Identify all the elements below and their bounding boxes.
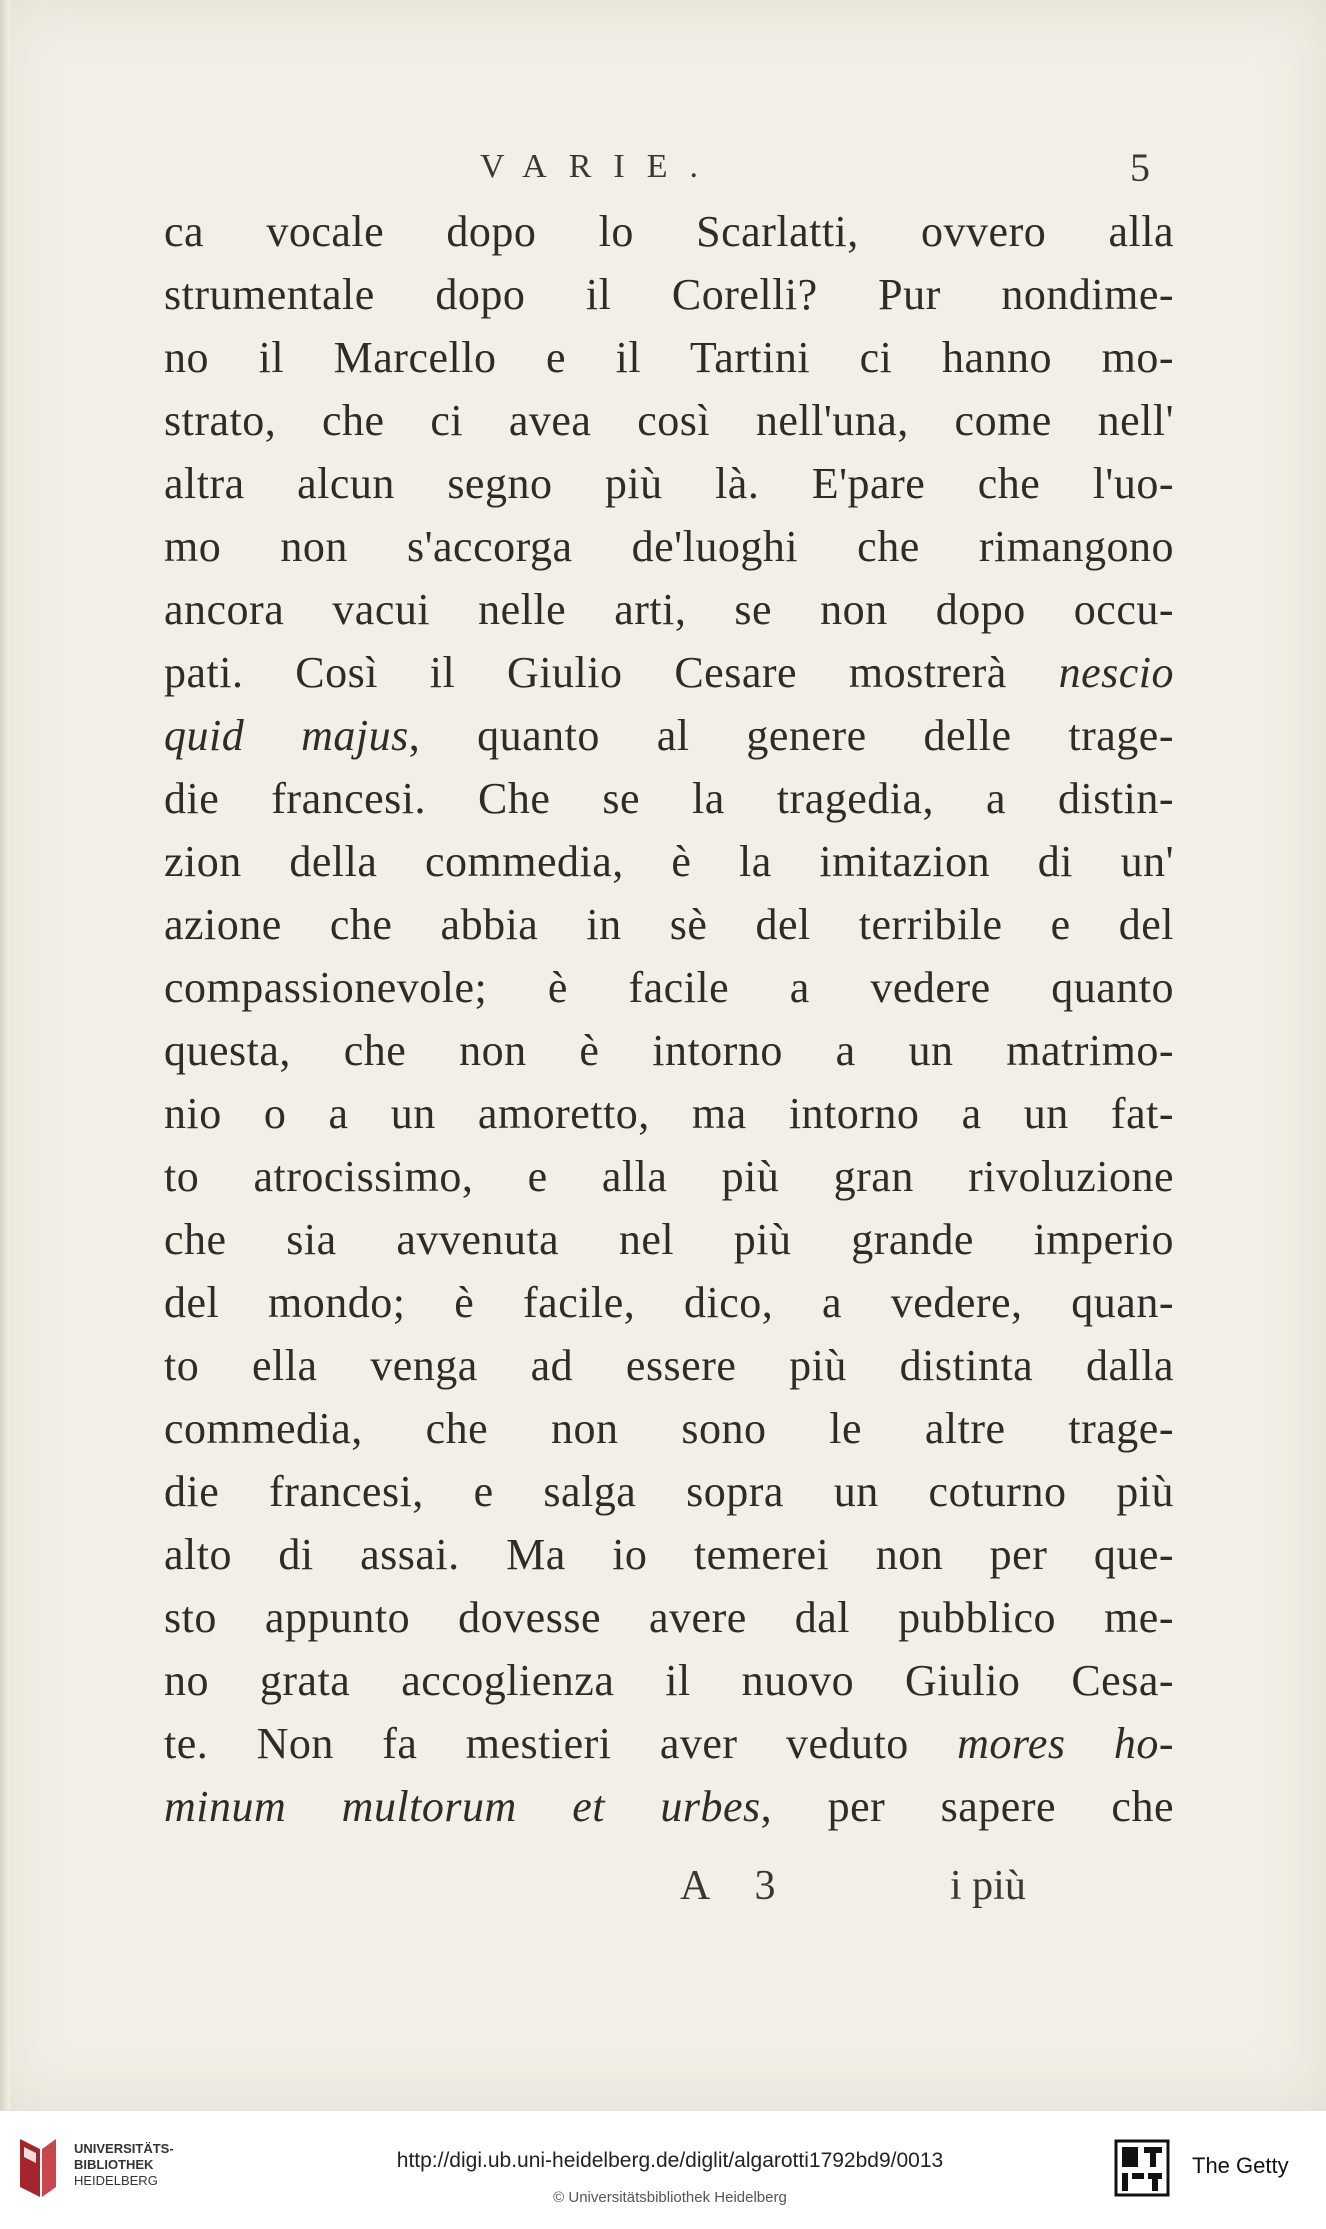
text-span: del mondo; è facile, dico, a vedere, quan- — [164, 1278, 1174, 1327]
partner-name: The Getty — [1192, 2153, 1289, 2178]
text-line — [164, 1649, 1174, 1712]
text-span: ca vocale dopo lo Scarlatti, ovvero alla — [164, 207, 1174, 256]
body-text — [164, 200, 1174, 1838]
text-line — [164, 1523, 1174, 1586]
text-line — [164, 515, 1174, 578]
text-span: die francesi, e salga sopra un coturno più — [164, 1467, 1174, 1516]
text-line — [164, 200, 1174, 263]
text-span: altra alcun segno più là. E'pare che l'uo- — [164, 459, 1174, 508]
text-line — [164, 1082, 1174, 1145]
permalink-url[interactable]: http://digi.ub.uni-heidelberg.de/diglit/algarotti1792bd9/0013 — [396, 2149, 944, 2172]
text-line — [164, 641, 1174, 704]
getty-logo-icon — [1114, 2139, 1170, 2197]
text-span: mo non s'accorga de'luoghi che rimangono — [164, 522, 1174, 571]
text-line — [164, 1271, 1174, 1334]
text-line — [164, 1775, 1174, 1838]
text-span: to ella venga ad essere più distinta dalla — [164, 1341, 1174, 1390]
text-span: commedia, che non sono le altre trage- — [164, 1404, 1174, 1453]
text-span: azione che abbia in sè del terribile e del — [164, 900, 1174, 949]
text-span: to atrocissimo, e alla più gran rivoluzione — [164, 1152, 1174, 1201]
text-span: questa, che non è intorno a un matrimo- — [164, 1026, 1174, 1075]
text-line — [164, 326, 1174, 389]
italic-text: mores ho- — [957, 1719, 1174, 1768]
text-span: nio o a un amoretto, ma intorno a un fat- — [164, 1089, 1174, 1138]
text-span: alto di assai. Ma io temerei non per que- — [164, 1530, 1174, 1579]
text-line — [164, 1712, 1174, 1775]
catchline — [680, 1862, 1080, 1922]
text-line — [164, 893, 1174, 956]
text-span: no grata accoglienza il nuovo Giulio Cesa- — [164, 1656, 1174, 1705]
text-line — [164, 1460, 1174, 1523]
text-span: , per sapere che — [760, 1782, 1174, 1831]
text-span: pati. Così il Giulio Cesare mostrerà — [164, 648, 1059, 697]
text-span: te. Non fa mestieri aver veduto — [164, 1719, 958, 1768]
text-span: no il Marcello e il Tartini ci hanno mo- — [164, 333, 1174, 382]
text-span: die francesi. Che se la tragedia, a distin- — [164, 774, 1174, 823]
signature-mark: A 3 — [680, 1863, 794, 1909]
page-number: 5 — [1130, 145, 1150, 190]
text-line — [164, 1208, 1174, 1271]
library-name-line2: BIBLIOTHEK — [74, 2157, 154, 2172]
text-line — [164, 1019, 1174, 1082]
text-span: zion della commedia, è la imitazion di un' — [164, 837, 1174, 886]
library-name-line1: UNIVERSITÄTS- — [74, 2141, 174, 2156]
viewer-footer — [0, 2110, 1326, 2229]
library-name — [74, 2141, 174, 2189]
catchword: i più — [950, 1863, 1026, 1909]
text-line — [164, 1397, 1174, 1460]
copyright-notice: © Universitätsbibliothek Heidelberg — [553, 2189, 787, 2206]
italic-text: minum multorum et urbes — [164, 1782, 761, 1831]
text-span: strumentale dopo il Corelli? Pur nondime- — [164, 270, 1174, 319]
text-span: , quanto al genere delle trage- — [408, 711, 1174, 760]
text-span: ancora vacui nelle arti, se non dopo occu- — [164, 585, 1174, 634]
text-line — [164, 452, 1174, 515]
library-name-line3: HEIDELBERG — [74, 2173, 158, 2188]
text-line — [164, 704, 1174, 767]
text-line — [164, 1145, 1174, 1208]
italic-text: nescio — [1058, 648, 1174, 697]
page-spine-shadow — [0, 0, 10, 2110]
text-line — [164, 389, 1174, 452]
text-span: strato, che ci avea così nell'una, come nell' — [164, 396, 1174, 445]
text-line — [164, 263, 1174, 326]
text-line — [164, 1586, 1174, 1649]
text-line — [164, 830, 1174, 893]
text-span: compassionevole; è facile a vedere quanto — [164, 963, 1174, 1012]
text-line — [164, 767, 1174, 830]
running-title: VARIE. — [480, 148, 720, 185]
university-library-logo-icon — [12, 2133, 62, 2203]
running-head — [480, 145, 1200, 198]
text-line — [164, 578, 1174, 641]
text-line — [164, 956, 1174, 1019]
text-line — [164, 1334, 1174, 1397]
text-span: sto appunto dovesse avere dal pubblico me- — [164, 1593, 1174, 1642]
text-span: che sia avvenuta nel più grande imperio — [164, 1215, 1174, 1264]
italic-text: quid majus — [164, 711, 409, 760]
